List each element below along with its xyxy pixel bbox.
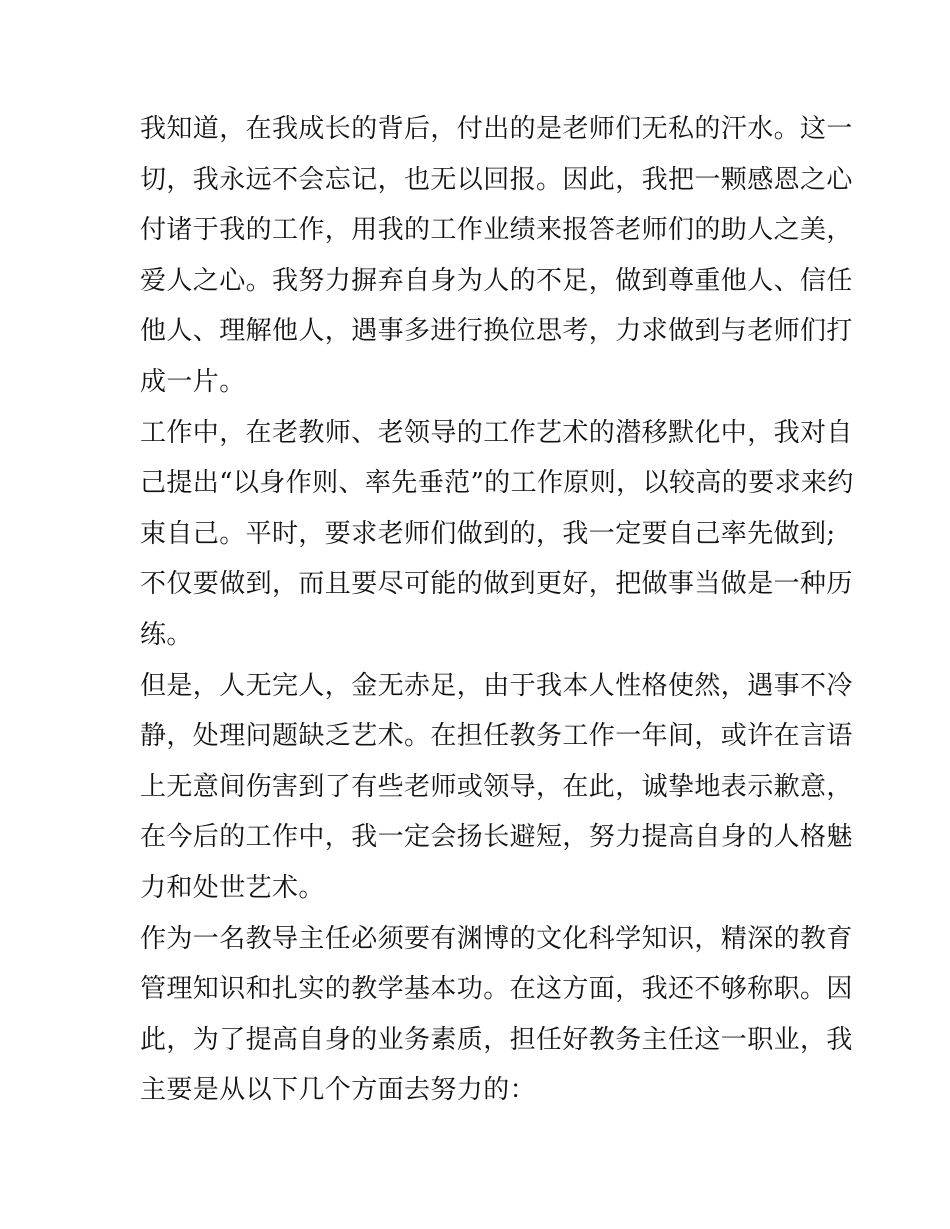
text-line: 工作中，在老教师、老领导的工作艺术的潜移默化中，我对自 xyxy=(140,417,853,448)
text-line: 力和处世艺术。 xyxy=(140,872,325,903)
text-line: 主要是从以下几个方面去努力的： xyxy=(140,1075,537,1106)
text-line: 练。 xyxy=(140,619,193,650)
text-line: 在今后的工作中，我一定会扬长避短，努力提高自身的人格魅 xyxy=(140,822,853,853)
text-line: 不仅要做到，而且要尽可能的做到更好，把做事当做是一种历 xyxy=(140,569,853,600)
text-line: 爱人之心。我努力摒弃自身为人的不足，做到尊重他人、信任 xyxy=(140,265,853,296)
text-line: 静，处理问题缺乏艺术。在担任教务工作一年间，或许在言语 xyxy=(140,721,853,752)
text-line: 我知道，在我成长的背后，付出的是老师们无私的汗水。这一 xyxy=(140,114,853,144)
body-text xyxy=(140,104,854,1116)
text-line: 作为一名教导主任必须要有渊博的文化科学知识，精深的教育 xyxy=(140,923,853,954)
text-line: 管理知识和扎实的教学基本功。在这方面，我还不够称职。因 xyxy=(140,974,853,1005)
text-line: 此，为了提高自身的业务素质，担任好教务主任这一职业，我 xyxy=(140,1024,853,1055)
text-line: 上无意间伤害到了有些老师或领导，在此，诚挚地表示歉意， xyxy=(140,771,853,802)
text-line: 切，我永远不会忘记，也无以回报。因此，我把一颗感恩之心 xyxy=(140,164,853,195)
text-line: 己提出“以身作则、率先垂范”的工作原则，以较高的要求来约 xyxy=(140,468,854,499)
text-line: 但是，人无完人，金无赤足，由于我本人性格使然，遇事不冷 xyxy=(140,670,853,701)
text-line: 他人、理解他人，遇事多进行换位思考，力求做到与老师们打 xyxy=(140,316,853,347)
text-line: 付诸于我的工作，用我的工作业绩来报答老师们的助人之美， xyxy=(140,215,853,246)
text-line: 成一片。 xyxy=(140,366,246,397)
text-line: 束自己。平时，要求老师们做到的，我一定要自己率先做到; xyxy=(140,518,836,549)
